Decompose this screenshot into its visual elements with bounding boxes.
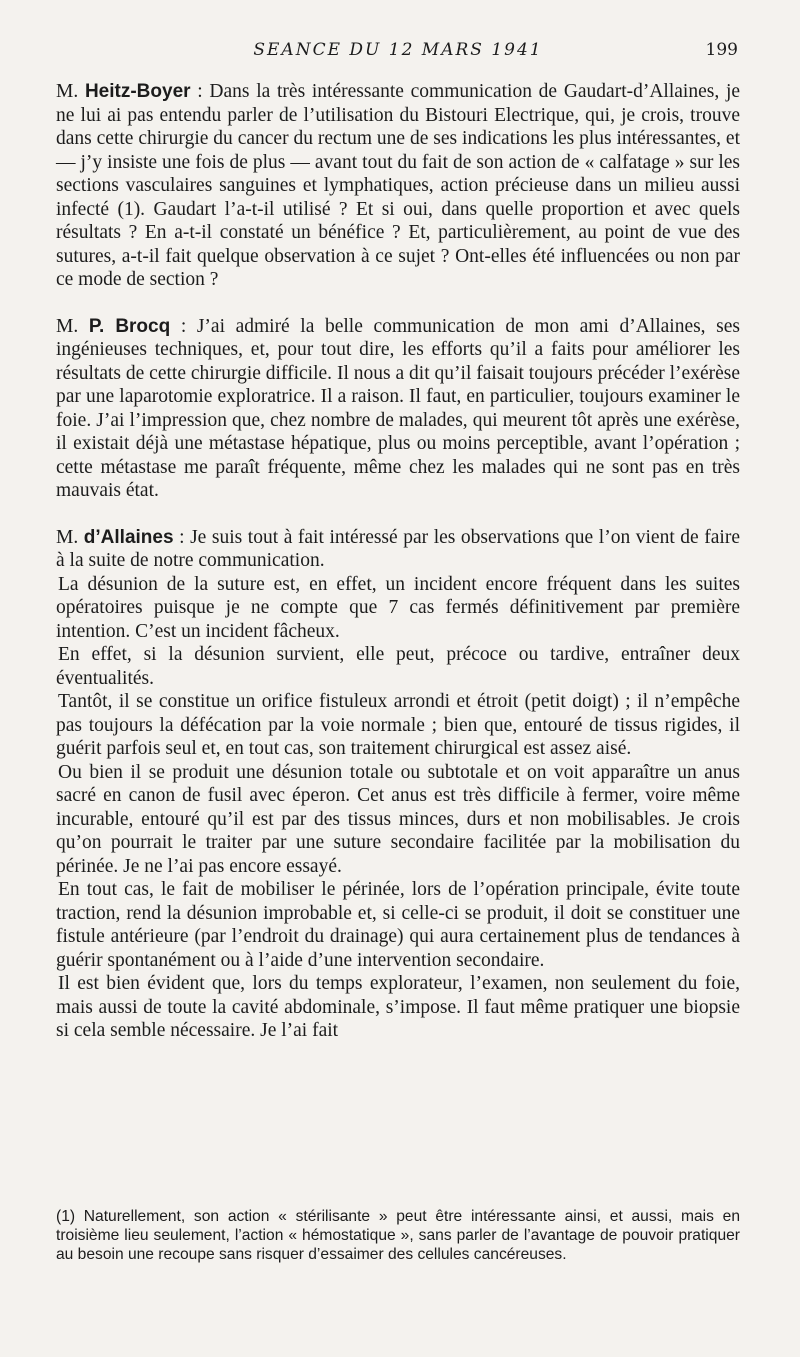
speaker-colon: : [173, 526, 191, 548]
paragraph-text: J’ai admiré la belle communication de mon ami d’Allaines, ses ingénieuses techniques, et, pour tout dire, les efforts qu’il a faits pour améliorer les résultats de cette chirurgie difficile. Il nous a dit qu’il faisait toujours précéder l’exérèse par une laparotomie exploratrice. Il a raison. Il faut, en particulier, toujours examiner le foie. J’ai l’impression que, chez nombre de malades, qui meurent tôt après une exérèse, il existait déjà une métastase hépatique, plus ou moins perceptible, avant l’opération ; cette métastase me paraît fréquente, même chez les malades qui ne sont pas en très mauvais état. [56, 315, 740, 501]
speech-heitz-boyer [56, 80, 740, 292]
speech-d-allaines [56, 526, 740, 1043]
body-text [56, 80, 740, 1043]
paragraph [56, 80, 740, 292]
paragraph-text: Dans la très intéressante communication de Gaudart-d’Allaines, je ne lui ai pas entendu parler de l’utilisation du Bistouri Electrique, qui, je crois, trouve dans cette chirurgie du cancer du rectum une de ses indications les plus intéressantes, et — j’y insiste une fois de plus — avant tout du fait de son action de « calfatage » sur les sections vasculaires sanguines et lymphatiques, action précieuse dans un milieu aussi infecté (1). Gaudart l’a-t-il utilisé ? Et si oui, dans quelle proportion et avec quels résultats ? En a-t-il constaté un bénéfice ? Et, particulièrement, au point de vue des sutures, a-t-il fait quelque observation à ce sujet ? Ont-elles été influencées ou non par ce mode de section ? [56, 81, 741, 290]
speaker-prefix: M. [56, 315, 89, 337]
paragraph [56, 526, 740, 573]
speaker-colon: : [190, 81, 210, 102]
paragraph: Ou bien il se produit une désunion totale ou subtotale et on voit apparaître un anus sacré en canon de fusil avec éperon. Cet anus est très difficile à fermer, voire même incurable, entouré qu’il est par des tissus minces, durs et non mobilisables. Je crois qu’on pourrait le traiter par une suture secondaire facilitée par la mobilisation du périnée. Je ne l’ai pas encore essayé. [56, 761, 740, 877]
speaker-colon: : [170, 315, 197, 337]
paragraph: Il est bien évident que, lors du temps explorateur, l’examen, non seulement du foie, mais aussi de toute la cavité abdominale, s’impose. Il faut même pratiquer une biopsie si cela semble nécessaire. Je l’ai fait [56, 973, 740, 1041]
speaker-name: Heitz-Boyer [84, 81, 191, 102]
running-head [58, 40, 738, 64]
footnote-text: (1) Naturellement, son action « stérilisante » peut être intéressante ainsi, et aussi, mais en troisième lieu seulement, l’action « hémostatique », sans parler de l’avantage de pouvoir pratiquer au besoin une recoupe sans risquer d’essaimer des cellules cancéreuses. [56, 1208, 740, 1263]
footnote [56, 1207, 740, 1264]
speaker-name: P. Brocq [88, 315, 171, 337]
paragraph: En effet, si la désunion survient, elle peut, précoce ou tardive, entraîner deux éventualités. [56, 644, 740, 689]
page-number: 199 [705, 40, 738, 60]
paragraph: En tout cas, le fait de mobiliser le périnée, lors de l’opération principale, évite toute traction, rend la désunion improbable et, si celle-ci se produit, il doit se constituer une fistule antérieure (par l’endroit du drainage) qui aura certainement plus de tendances à guérir spontanément ou à l’aide d’une intervention secondaire. [56, 879, 740, 971]
speaker-prefix: M. [56, 81, 85, 102]
speech-brocq [56, 315, 740, 503]
paragraph: Tantôt, il se constitue un orifice fistuleux arrondi et étroit (petit doigt) ; il n’empêche pas toujours la défécation par la voie normale ; bien que, entouré de tissus rigides, il guérit parfois seul et, en tout cas, son traitement chirurgical est assez aisé. [56, 691, 740, 759]
speaker-prefix: M. [56, 526, 84, 548]
speaker-name: d’Allaines [83, 526, 174, 548]
paragraph-text: Je suis tout à fait intéressé par les observations que l’on vient de faire à la suite de notre communication. [56, 526, 740, 571]
paragraph: La désunion de la suture est, en effet, un incident encore fréquent dans les suites opératoires puisque je ne compte que 7 cas fermés définitivement par première intention. C’est un incident fâcheux. [56, 573, 740, 642]
paragraph [56, 315, 740, 503]
running-title: SEANCE DU 12 MARS 1941 [253, 40, 543, 60]
